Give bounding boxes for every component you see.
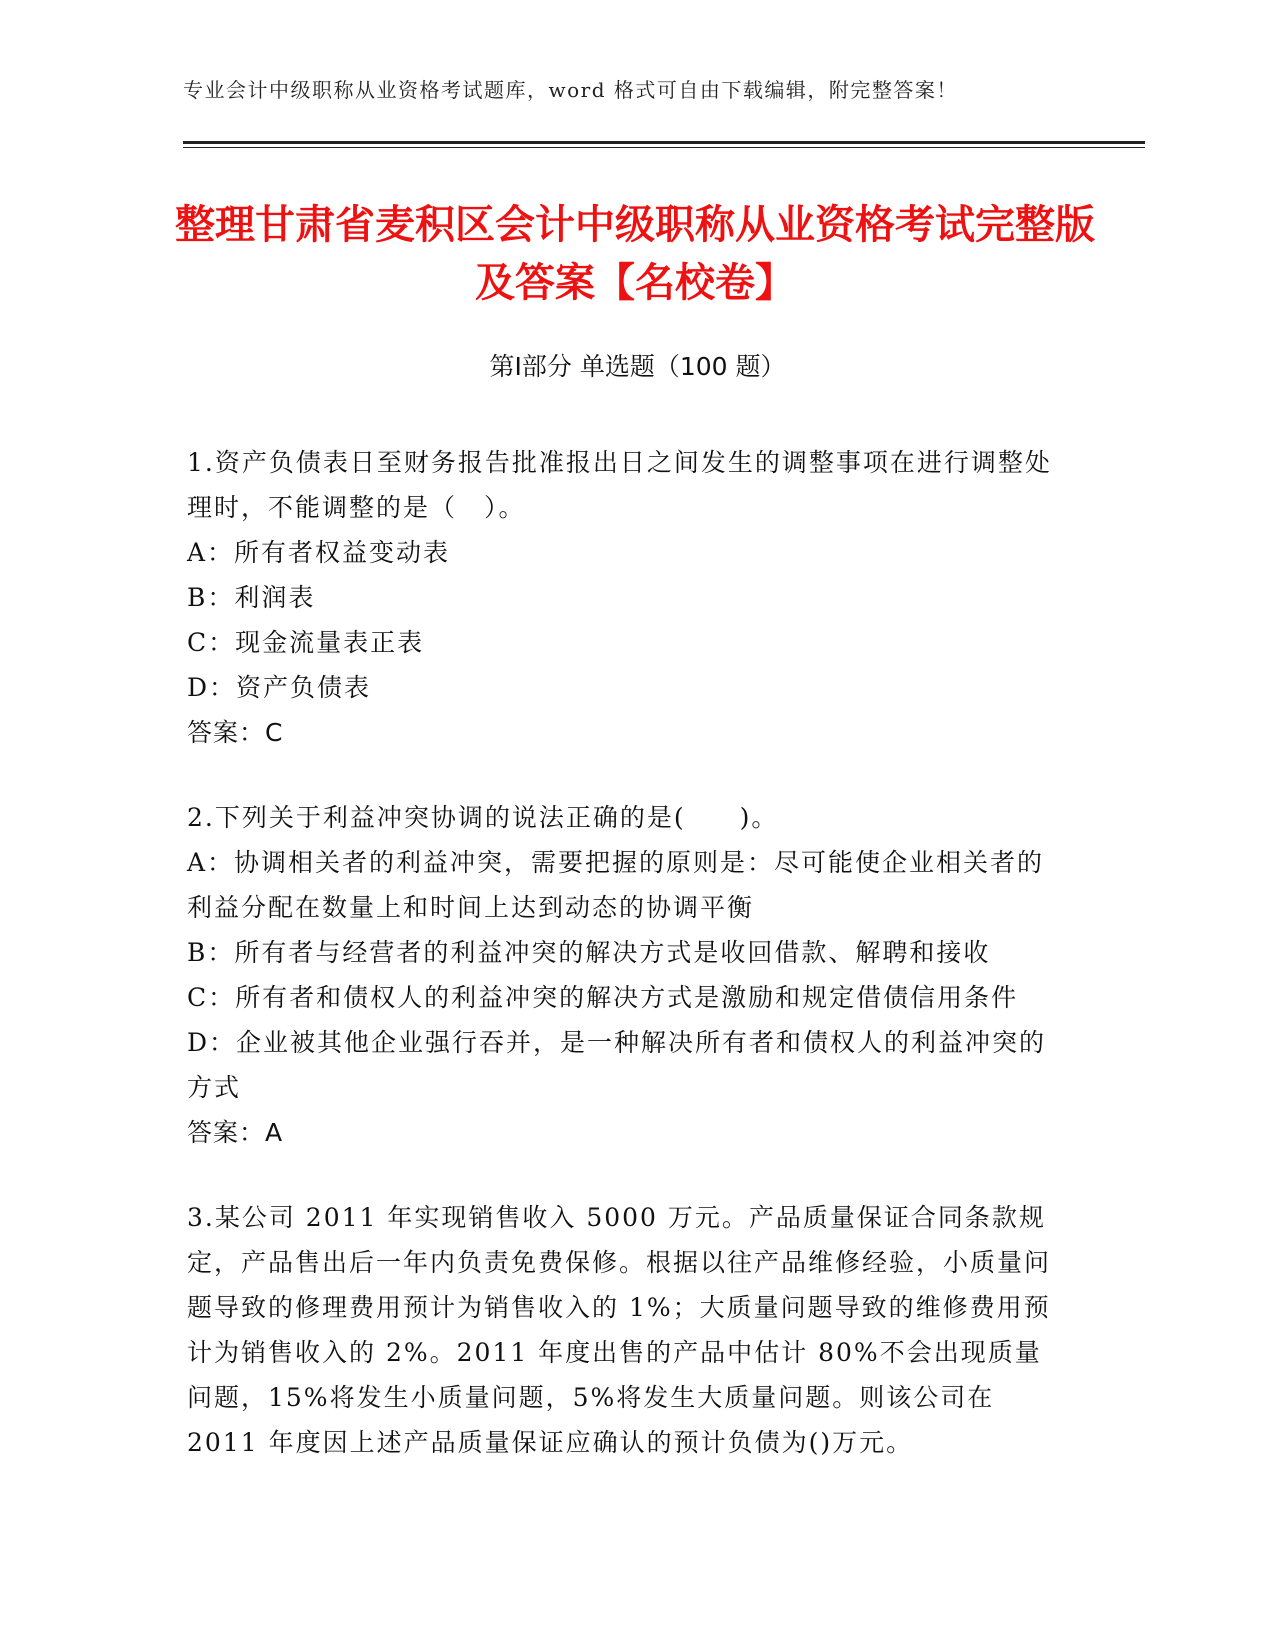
option-b: B：所有者与经营者的利益冲突的解决方式是收回借款、解聘和接收 [187,938,991,967]
option-b: B：利润表 [187,583,316,612]
document-title: 整理甘肃省麦积区会计中级职称从业资格考试完整版及答案【名校卷】 [175,202,1095,306]
option-c: C：所有者和债权人的利益冲突的解决方式是激励和规定借债信用条件 [187,983,1019,1012]
question-3 [187,1195,1067,1465]
option-a: A：协调相关者的利益冲突，需要把握的原则是：尽可能使企业相关者的利益分配在数量上和时间上达到动态的协调平衡 [187,848,1045,922]
option-d: D：企业被其他企业强行吞并，是一种解决所有者和债权人的利益冲突的方式 [187,1028,1047,1102]
question-stem: 2.下列关于利益冲突协调的说法正确的是( )。 [187,803,779,832]
header-divider-thin [183,147,1145,148]
question-1 [187,440,1067,755]
answer-line: 答案：A [187,1118,284,1147]
option-a: A：所有者权益变动表 [187,538,451,567]
header-divider-thick [183,141,1145,144]
question-2 [187,795,1067,1155]
question-stem: 1.资产负债表日至财务报告批准报出日之间发生的调整事项在进行调整处理时，不能调整的是（ ）。 [187,448,1052,522]
section-heading: 第Ⅰ部分 单选题（100 题） [489,352,786,381]
answer-line: 答案：C [187,718,284,747]
question-stem: 3.某公司 2011 年实现销售收入 5000 万元。产品质量保证合同条款规定，产品售出后一年内负责免费保修。根据以往产品维修经验，小质量问题导致的修理费用预计为销售收入的 1%；大质量问题导致的维修费用预计为销售收入的 2%。2011 年度出售的产品中估计 80%不会出现质量问题，15%将发生小质量问题，5%将发生大质量问题。则该公司在 2011 年度因上述产品质量保证应确认的预计负债为()万元。 [187,1203,1052,1457]
question-list [187,440,1067,1505]
header-note: 专业会计中级职称从业资格考试题库，word 格式可自由下载编辑，附完整答案！ [183,78,958,102]
option-c: C：现金流量表正表 [187,628,425,657]
option-d: D：资产负债表 [187,673,372,702]
